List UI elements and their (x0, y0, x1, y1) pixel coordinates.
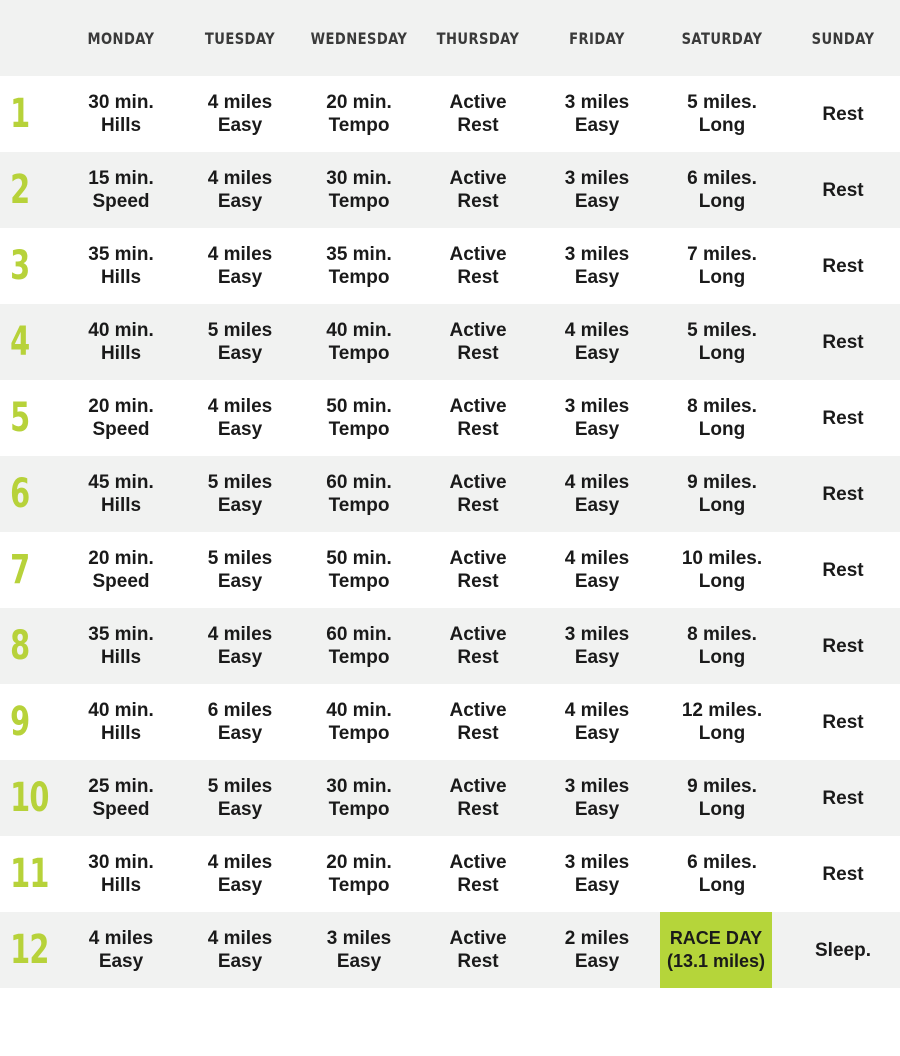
workout-cell-wednesday (298, 699, 420, 745)
workout-line-2: Long (698, 875, 746, 896)
workout-line-2: Long (698, 191, 746, 212)
workout-cell-sunday (786, 483, 900, 506)
workout-cell-saturday (658, 167, 786, 213)
workout-line-2: Easy (217, 647, 263, 668)
table-row (0, 608, 900, 684)
workout-line-2: Hills (100, 723, 142, 744)
workout-line-1: 40 min. (326, 700, 392, 721)
workout-line-2: Easy (574, 799, 620, 820)
workout-line-1: 4 miles (564, 320, 630, 341)
workout-line-1: 4 miles (564, 472, 630, 493)
workout-line-2: Easy (574, 343, 620, 364)
workout-line-2: Easy (574, 419, 620, 440)
workout-line-1: 9 miles. (687, 472, 757, 493)
table-row (0, 76, 900, 152)
workout-cell-wednesday (298, 319, 420, 365)
workout-line-1: 6 miles. (687, 168, 757, 189)
workout-cell-tuesday (182, 927, 298, 973)
workout-cell-friday (536, 927, 658, 973)
workout-line-1: 5 miles. (687, 92, 757, 113)
workout-line-2: Easy (574, 495, 620, 516)
workout-cell-tuesday (182, 91, 298, 137)
workout-line-2: Rest (457, 343, 499, 364)
workout-line-1: 15 min. (88, 168, 154, 189)
workout-line-1: Rest (822, 407, 864, 429)
workout-cell-wednesday (298, 91, 420, 137)
workout-cell-tuesday (182, 243, 298, 289)
workout-line-2: Long (698, 723, 746, 744)
workout-cell-sunday (786, 103, 900, 126)
workout-line-1: Active (449, 700, 507, 721)
workout-line-1: 5 miles (207, 548, 273, 569)
workout-line-2: Rest (457, 191, 499, 212)
workout-cell-thursday (420, 623, 536, 669)
workout-line-1: 20 min. (88, 548, 154, 569)
workout-line-2: Easy (217, 571, 263, 592)
workout-line-1: 35 min. (326, 244, 392, 265)
workout-cell-sunday (786, 559, 900, 582)
workout-line-1: 3 miles (564, 396, 630, 417)
workout-line-2: Easy (217, 115, 263, 136)
workout-line-2: Tempo (328, 799, 390, 820)
workout-cell-wednesday (298, 547, 420, 593)
workout-cell-thursday (420, 775, 536, 821)
workout-line-1: Active (449, 852, 507, 873)
workout-line-2: Easy (217, 951, 263, 972)
workout-line-2: Tempo (328, 191, 390, 212)
workout-cell-wednesday (298, 471, 420, 517)
workout-line-1: Active (449, 92, 507, 113)
workout-line-1: 40 min. (326, 320, 392, 341)
workout-line-2: Speed (92, 419, 150, 440)
workout-line-2: Easy (574, 723, 620, 744)
table-row (0, 380, 900, 456)
workout-cell-friday (536, 167, 658, 213)
workout-line-1: 4 miles (207, 852, 273, 873)
workout-line-1: 4 miles (207, 928, 273, 949)
workout-line-1: 40 min. (88, 700, 154, 721)
workout-cell-sunday (786, 635, 900, 658)
workout-line-1: 60 min. (326, 472, 392, 493)
workout-line-2: Long (698, 267, 746, 288)
week-number: 10 (10, 775, 49, 821)
workout-line-2: Easy (217, 343, 263, 364)
workout-cell-monday (60, 167, 182, 213)
workout-line-1: 12 miles. (681, 700, 763, 721)
workout-line-1: 3 miles (564, 776, 630, 797)
workout-line-2: Long (698, 419, 746, 440)
workout-cell-saturday (658, 851, 786, 897)
workout-line-1: 5 miles. (687, 320, 757, 341)
workout-line-1: 20 min. (88, 396, 154, 417)
workout-line-2: Rest (457, 419, 499, 440)
workout-line-1: Sleep. (815, 939, 871, 961)
workout-line-1: Active (449, 928, 507, 949)
workout-cell-monday (60, 623, 182, 669)
workout-line-1: 4 miles (564, 700, 630, 721)
workout-cell-sunday (786, 331, 900, 354)
workout-cell-thursday (420, 395, 536, 441)
workout-line-2: Tempo (328, 723, 390, 744)
workout-line-2: Speed (92, 571, 150, 592)
workout-line-2: Hills (100, 115, 142, 136)
workout-cell-sunday (786, 255, 900, 278)
workout-cell-thursday (420, 243, 536, 289)
workout-line-2: Easy (217, 799, 263, 820)
workout-line-1: 6 miles. (687, 852, 757, 873)
workout-line-2: Long (698, 343, 746, 364)
workout-line-2: Easy (217, 419, 263, 440)
workout-line-1: 30 min. (88, 92, 154, 113)
table-header (0, 0, 900, 76)
workout-cell-tuesday (182, 395, 298, 441)
workout-line-2: Easy (217, 723, 263, 744)
workout-cell-thursday (420, 547, 536, 593)
workout-line-1: 40 min. (88, 320, 154, 341)
workout-line-1: Active (449, 624, 507, 645)
workout-line-1: Rest (822, 255, 864, 277)
workout-line-2: Easy (574, 115, 620, 136)
workout-line-2: Rest (457, 875, 499, 896)
workout-cell-wednesday (298, 851, 420, 897)
workout-line-2: Long (698, 495, 746, 516)
workout-line-1: 4 miles (207, 168, 273, 189)
workout-line-2: Rest (457, 267, 499, 288)
workout-cell-sunday (786, 863, 900, 886)
workout-cell-saturday (658, 319, 786, 365)
workout-cell-friday (536, 851, 658, 897)
workout-cell-tuesday (182, 775, 298, 821)
workout-cell-friday (536, 775, 658, 821)
table-body (0, 76, 900, 988)
workout-line-1: Rest (822, 331, 864, 353)
workout-cell-monday (60, 699, 182, 745)
table-row (0, 532, 900, 608)
workout-cell-monday (60, 319, 182, 365)
workout-line-1: Active (449, 244, 507, 265)
workout-cell-thursday (420, 319, 536, 365)
workout-line-1: 4 miles (564, 548, 630, 569)
workout-line-1: 30 min. (88, 852, 154, 873)
table-row (0, 228, 900, 304)
workout-line-2: Easy (336, 951, 382, 972)
workout-cell-wednesday (298, 167, 420, 213)
workout-cell-friday (536, 699, 658, 745)
workout-line-1: 3 miles (564, 168, 630, 189)
race-day-cell (660, 912, 772, 988)
workout-line-1: 4 miles (207, 92, 273, 113)
workout-cell-saturday (658, 547, 786, 593)
week-number: 1 (10, 91, 30, 137)
workout-line-2: Easy (574, 875, 620, 896)
workout-line-1: 60 min. (326, 624, 392, 645)
workout-line-1: 3 miles (564, 244, 630, 265)
workout-line-1: 30 min. (326, 168, 392, 189)
workout-cell-friday (536, 243, 658, 289)
workout-line-1: Rest (822, 559, 864, 581)
workout-line-2: Tempo (328, 495, 390, 516)
workout-cell-saturday (658, 395, 786, 441)
workout-line-1: Rest (822, 635, 864, 657)
workout-line-2: Easy (217, 267, 263, 288)
workout-cell-friday (536, 623, 658, 669)
workout-line-2: Rest (457, 799, 499, 820)
workout-cell-friday (536, 395, 658, 441)
workout-cell-thursday (420, 167, 536, 213)
workout-line-1: Active (449, 168, 507, 189)
workout-cell-friday (536, 547, 658, 593)
table-row (0, 684, 900, 760)
workout-cell-monday (60, 927, 182, 973)
header-monday: MONDAY (87, 28, 155, 48)
workout-cell-tuesday (182, 851, 298, 897)
workout-line-1: 9 miles. (687, 776, 757, 797)
workout-cell-tuesday (182, 319, 298, 365)
header-friday: FRIDAY (569, 28, 625, 48)
workout-cell-friday (536, 319, 658, 365)
workout-line-1: 4 miles (88, 928, 154, 949)
workout-line-1: Active (449, 396, 507, 417)
workout-line-2: Hills (100, 267, 142, 288)
table-row (0, 760, 900, 836)
workout-cell-sunday (786, 407, 900, 430)
workout-cell-monday (60, 851, 182, 897)
workout-line-1: 50 min. (326, 396, 392, 417)
workout-cell-wednesday (298, 623, 420, 669)
workout-cell-saturday (658, 623, 786, 669)
workout-line-2: Long (698, 115, 746, 136)
workout-line-1: 7 miles. (687, 244, 757, 265)
workout-cell-monday (60, 547, 182, 593)
table-row (0, 152, 900, 228)
workout-line-1: 30 min. (326, 776, 392, 797)
workout-cell-tuesday (182, 167, 298, 213)
workout-line-2: Hills (100, 875, 142, 896)
workout-line-1: Rest (822, 863, 864, 885)
workout-line-1: 50 min. (326, 548, 392, 569)
workout-cell-tuesday (182, 699, 298, 745)
workout-line-1: 3 miles (564, 624, 630, 645)
workout-cell-thursday (420, 927, 536, 973)
workout-line-1: 45 min. (88, 472, 154, 493)
workout-line-1: 35 min. (88, 624, 154, 645)
workout-line-2: Rest (457, 647, 499, 668)
workout-line-2: Hills (100, 343, 142, 364)
workout-line-2: Easy (574, 647, 620, 668)
workout-line-1: 8 miles. (687, 624, 757, 645)
workout-line-2: Tempo (328, 571, 390, 592)
workout-line-1: 5 miles (207, 320, 273, 341)
workout-line-1: 10 miles. (681, 548, 763, 569)
workout-cell-saturday (658, 91, 786, 137)
week-number: 7 (10, 547, 30, 593)
workout-line-2: Tempo (328, 875, 390, 896)
table-row (0, 456, 900, 532)
table-row (0, 836, 900, 912)
workout-line-1: Active (449, 548, 507, 569)
workout-line-2: Long (698, 799, 746, 820)
workout-line-2: Rest (457, 951, 499, 972)
workout-line-2: Rest (457, 115, 499, 136)
workout-line-2: Long (698, 647, 746, 668)
workout-cell-monday (60, 471, 182, 517)
workout-cell-sunday (786, 179, 900, 202)
workout-cell-monday (60, 243, 182, 289)
workout-line-2: Easy (217, 191, 263, 212)
workout-cell-tuesday (182, 623, 298, 669)
workout-cell-sunday (786, 787, 900, 810)
workout-line-1: 25 min. (88, 776, 154, 797)
week-number: 8 (10, 623, 30, 669)
workout-line-1: 4 miles (207, 624, 273, 645)
workout-line-1: 3 miles (564, 852, 630, 873)
workout-cell-saturday (658, 243, 786, 289)
week-number: 5 (10, 395, 30, 441)
workout-cell-sunday (786, 939, 900, 962)
workout-line-2: Easy (217, 875, 263, 896)
workout-line-2: Rest (457, 723, 499, 744)
workout-cell-saturday (658, 775, 786, 821)
workout-line-1: 3 miles (564, 92, 630, 113)
header-saturday: SATURDAY (681, 28, 763, 48)
workout-line-1: Rest (822, 483, 864, 505)
workout-line-1: 6 miles (207, 700, 273, 721)
workout-line-2: Long (698, 571, 746, 592)
workout-line-1: 5 miles (207, 472, 273, 493)
workout-line-2: Easy (217, 495, 263, 516)
workout-line-1: Active (449, 776, 507, 797)
workout-cell-friday (536, 91, 658, 137)
week-number: 12 (10, 927, 49, 973)
workout-cell-wednesday (298, 395, 420, 441)
workout-line-2: Tempo (328, 647, 390, 668)
workout-cell-thursday (420, 851, 536, 897)
workout-cell-sunday (786, 711, 900, 734)
workout-line-1: 20 min. (326, 92, 392, 113)
workout-cell-monday (60, 775, 182, 821)
workout-line-2: Tempo (328, 419, 390, 440)
workout-line-2: Tempo (328, 343, 390, 364)
workout-cell-thursday (420, 699, 536, 745)
workout-cell-thursday (420, 471, 536, 517)
workout-cell-saturday (658, 699, 786, 745)
workout-line-1: 2 miles (564, 928, 630, 949)
workout-line-2: Rest (457, 495, 499, 516)
workout-line-2: Hills (100, 647, 142, 668)
workout-line-1: RACE DAY (669, 928, 763, 948)
workout-cell-monday (60, 91, 182, 137)
workout-line-1: Rest (822, 103, 864, 125)
week-number: 2 (10, 167, 30, 213)
workout-cell-wednesday (298, 775, 420, 821)
workout-cell-monday (60, 395, 182, 441)
workout-line-2: Easy (574, 571, 620, 592)
workout-line-1: Rest (822, 711, 864, 733)
week-number: 11 (10, 851, 49, 897)
workout-line-1: 8 miles. (687, 396, 757, 417)
header-tuesday: TUESDAY (204, 28, 276, 48)
workout-line-2: Rest (457, 571, 499, 592)
header-wednesday: WEDNESDAY (310, 28, 408, 48)
week-number: 3 (10, 243, 30, 289)
workout-line-1: 4 miles (207, 244, 273, 265)
workout-line-2: Easy (574, 267, 620, 288)
workout-line-1: 20 min. (326, 852, 392, 873)
week-number: 6 (10, 471, 30, 517)
workout-line-1: Active (449, 320, 507, 341)
workout-line-2: Hills (100, 495, 142, 516)
header-thursday: THURSDAY (436, 28, 520, 48)
header-sunday: SUNDAY (811, 28, 875, 48)
week-number: 9 (10, 699, 30, 745)
workout-cell-tuesday (182, 471, 298, 517)
workout-cell-saturday (658, 471, 786, 517)
workout-line-1: Rest (822, 787, 864, 809)
workout-cell-wednesday (298, 927, 420, 973)
workout-cell-wednesday (298, 243, 420, 289)
workout-line-1: Active (449, 472, 507, 493)
workout-line-2: (13.1 miles) (666, 951, 766, 971)
workout-line-1: Rest (822, 179, 864, 201)
workout-line-1: 35 min. (88, 244, 154, 265)
workout-line-1: 4 miles (207, 396, 273, 417)
workout-cell-tuesday (182, 547, 298, 593)
workout-line-2: Easy (98, 951, 144, 972)
table-row (0, 912, 900, 988)
workout-line-2: Speed (92, 799, 150, 820)
workout-line-2: Tempo (328, 267, 390, 288)
workout-line-2: Easy (574, 191, 620, 212)
workout-line-1: 3 miles (326, 928, 392, 949)
workout-line-1: 5 miles (207, 776, 273, 797)
workout-line-2: Tempo (328, 115, 390, 136)
workout-line-2: Speed (92, 191, 150, 212)
table-row (0, 304, 900, 380)
workout-cell-thursday (420, 91, 536, 137)
workout-cell-friday (536, 471, 658, 517)
workout-line-2: Easy (574, 951, 620, 972)
week-number: 4 (10, 319, 30, 365)
